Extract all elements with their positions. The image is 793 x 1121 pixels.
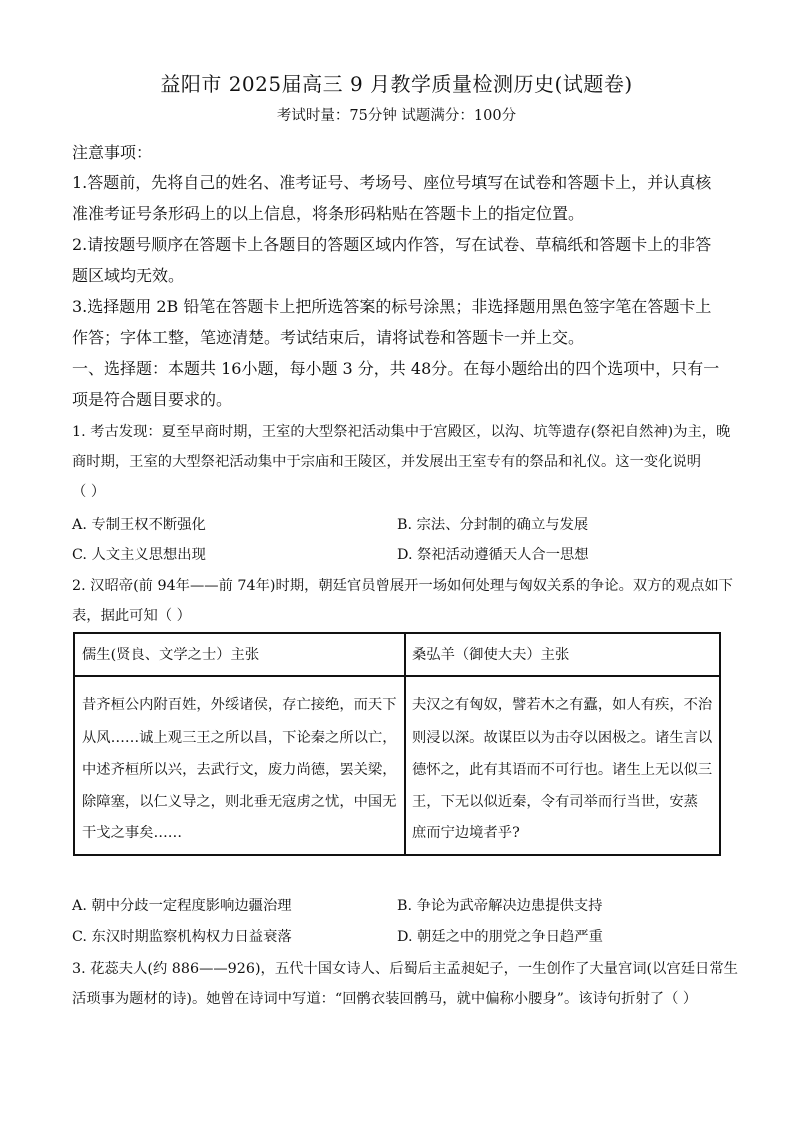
exam-subtitle: 考试时量：75分钟 试题满分：100分 xyxy=(276,108,517,124)
question-1-text: 1. 考古发现：夏至早商时期，王室的大型祭祀活动集中于宫殿区，以沟、坑等遗存(祭祀自然神)为主，晚 xyxy=(72,424,731,440)
question-3-text: 活琐事为题材的诗)。她曾在诗词中写道：“回鹘衣装回鹘马，就中偏称小腰身”。该诗句折射了（ ） xyxy=(72,991,698,1007)
notice-line: 3.选择题用 2B 铅笔在答题卡上把所选答案的标号涂黑；非选择题用黑色签字笔在答题卡上 xyxy=(72,297,712,316)
question-1-text: 商时期，王室的大型祭祀活动集中于宗庙和王陵区，并发展出王室专有的祭品和礼仪。这一变化说明 xyxy=(72,454,702,470)
exam-title: 益阳市 2025届高三 9 月教学质量检测历史(试题卷) xyxy=(160,72,633,96)
table-divider xyxy=(404,634,406,854)
notice-line: 1.答题前，先将自己的姓名、准考证号、考场号、座位号填写在试卷和答题卡上，并认真核 xyxy=(72,173,712,192)
q2-option-b: B. 争论为武帝解决边患提供支持 xyxy=(397,898,603,914)
notice-heading: 注意事项： xyxy=(72,143,153,162)
q2-option-d: D. 朝廷之中的朋党之争日趋严重 xyxy=(397,929,603,945)
q1-option-a: A. 专制王权不断强化 xyxy=(72,517,206,533)
table-cell-left-line: 除障塞，以仁义导之，则北垂无寇虏之忧，中国无 xyxy=(82,794,397,810)
debate-table xyxy=(73,632,721,856)
table-header-right: 桑弘羊（御使大夫）主张 xyxy=(412,647,570,663)
table-cell-right-line: 王，下无以似近秦，令有司举而行当世，安蒸 xyxy=(412,794,698,810)
notice-line: 准准考证号条形码上的以上信息，将条形码粘贴在答题卡上的指定位置。 xyxy=(72,204,585,223)
table-header-left: 儒生(贤良、文学之士）主张 xyxy=(82,647,260,663)
table-cell-left-line: 干戈之事矣…… xyxy=(82,825,183,841)
question-1-text: （ ） xyxy=(72,484,106,500)
table-divider xyxy=(75,675,719,677)
q2-option-c: C. 东汉时期监察机构权力日益衰落 xyxy=(72,929,292,945)
section-heading: 一、选择题：本题共 16小题，每小题 3 分，共 48分。在每小题给出的四个选项中，只有一 xyxy=(72,359,720,378)
q1-option-d: D. 祭祀活动遵循天人合一思想 xyxy=(397,547,589,563)
notice-line: 题区域均无效。 xyxy=(72,266,185,285)
table-cell-right-line: 则浸以深。故谋臣以为击夺以困极之。诸生言以 xyxy=(412,730,713,746)
table-cell-left-line: 从风……诚上观三王之所以昌，下论秦之所以亡， xyxy=(82,730,397,746)
q2-option-a: A. 朝中分歧一定程度影响边疆治理 xyxy=(72,898,292,914)
table-cell-right-line: 德怀之，此有其语而不可行也。诸生上无以似三 xyxy=(412,762,713,778)
question-3-text: 3. 花蕊夫人(约 886——926)，五代十国女诗人、后蜀后主孟昶妃子，一生创作了大量宫词(以宫廷日常生 xyxy=(72,961,738,977)
q1-option-b: B. 宗法、分封制的确立与发展 xyxy=(397,517,589,533)
notice-line: 作答；字体工整，笔迹清楚。考试结束后，请将试卷和答题卡一并上交。 xyxy=(72,328,585,347)
table-cell-left-line: 中述齐桓所以兴，去武行文，废力尚德，罢关梁， xyxy=(82,762,397,778)
table-cell-left-line: 昔齐桓公内附百姓，外绥诸侯，存亡接绝，而天下 xyxy=(82,697,397,713)
question-2-text: 2. 汉昭帝(前 94年——前 74年)时期，朝廷官员曾展开一场如何处理与匈奴关系的争论。双方的观点如下 xyxy=(72,578,733,594)
table-cell-right-line: 夫汉之有匈奴，譬若木之有蠹，如人有疾，不治 xyxy=(412,697,713,713)
question-2-text: 表，据此可知（ ） xyxy=(72,608,191,624)
notice-line: 2.请按题号顺序在答题卡上各题目的答题区域内作答，写在试卷、草稿纸和答题卡上的非答 xyxy=(72,235,712,254)
section-heading: 项是符合题目要求的。 xyxy=(72,390,233,409)
q1-option-c: C. 人文主义思想出现 xyxy=(72,547,206,563)
table-cell-right-line: 庶而宁边境者乎? xyxy=(412,825,520,841)
